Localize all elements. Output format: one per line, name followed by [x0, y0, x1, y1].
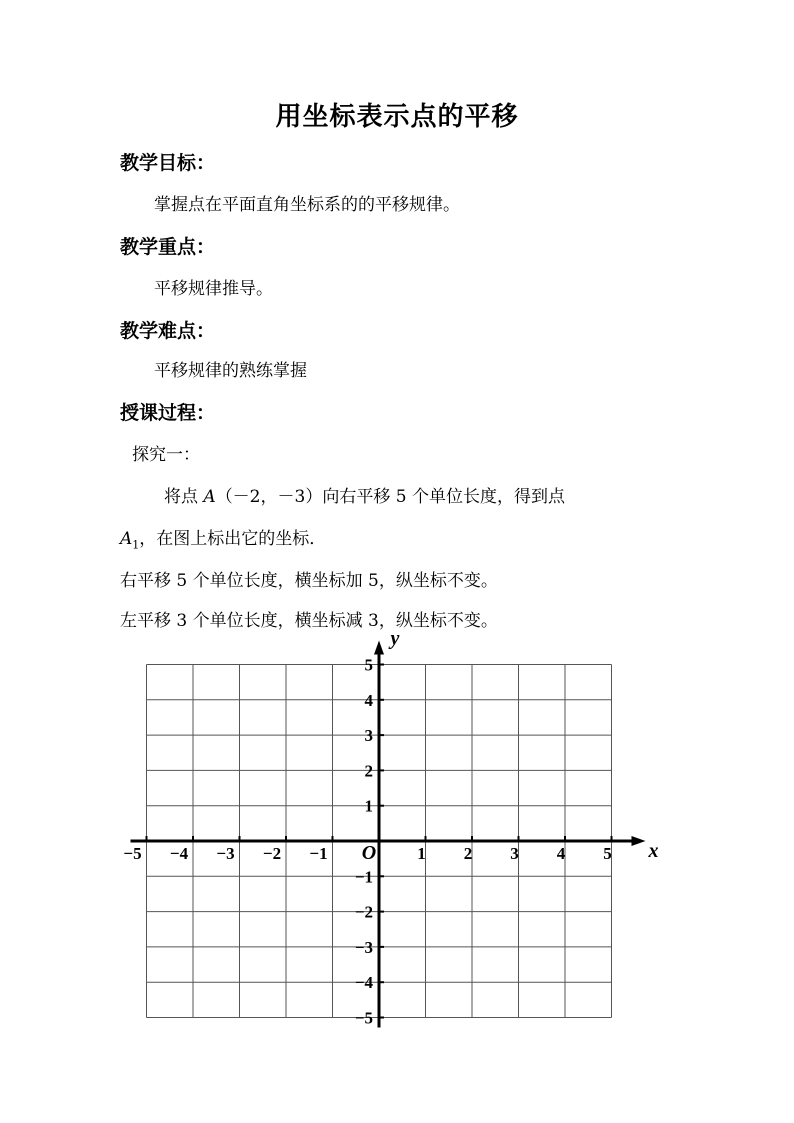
objective-heading: 教学目标： — [120, 152, 216, 174]
page-title: 用坐标表示点的平移 — [275, 102, 519, 132]
point-a-name: A — [203, 487, 216, 507]
x-tick-label: −2 — [262, 844, 282, 863]
y-tick-label: 2 — [364, 761, 373, 781]
difficulty-heading: 教学难点： — [120, 320, 216, 342]
x-axis-arrow-icon — [632, 836, 646, 846]
point-a1-subscript: 1 — [132, 538, 140, 552]
exploration-label: 探究一： — [132, 445, 200, 465]
process-heading: 授课过程： — [120, 402, 216, 424]
y-tick-label: −2 — [354, 902, 373, 922]
y-tick-label: 5 — [364, 655, 373, 675]
rule-right-shift: 右平移 5 个单位长度，横坐标加 5，纵坐标不变。 — [120, 571, 498, 591]
key-point-heading: 教学重点： — [120, 236, 216, 258]
y-axis-arrow-icon — [374, 641, 384, 655]
y-axis-label: y — [390, 627, 400, 650]
y-tick-label: 4 — [364, 690, 373, 710]
x-tick-label: −1 — [309, 844, 328, 863]
y-tick-label: −4 — [354, 973, 373, 993]
y-tick-label: 3 — [364, 726, 373, 746]
key-point-text: 平移规律推导。 — [154, 279, 273, 299]
y-tick-label: −1 — [354, 867, 373, 887]
y-tick-label: −5 — [354, 1008, 373, 1028]
x-tick-label: −3 — [216, 844, 235, 863]
y-tick-label: −3 — [354, 937, 373, 957]
x-tick-label: −4 — [169, 844, 189, 863]
x-axis-label: x — [648, 840, 659, 862]
line1-pre: 将点 — [164, 487, 204, 507]
x-tick-label: 3 — [510, 844, 519, 863]
x-tick-label: 1 — [417, 844, 426, 863]
y-tick-label: 1 — [364, 796, 373, 816]
x-tick-label: 4 — [556, 844, 566, 863]
line2-rest: ，在图上标出它的坐标． — [139, 529, 327, 549]
point-a1-name: A — [120, 529, 133, 549]
x-tick-label: −5 — [123, 844, 142, 863]
objective-text: 掌握点在平面直角坐标系的的平移规律。 — [154, 195, 460, 215]
difficulty-text: 平移规律的熟练掌握 — [154, 361, 307, 381]
line1-coords: （－2，－3）向右平移 5 个单位长度，得到点 — [215, 487, 565, 507]
x-tick-label: 2 — [463, 844, 473, 863]
origin-label: O — [361, 842, 377, 864]
rule-left-shift: 左平移 3 个单位长度，横坐标减 3，纵坐标不变。 — [120, 611, 498, 631]
x-tick-label: 5 — [603, 844, 612, 863]
